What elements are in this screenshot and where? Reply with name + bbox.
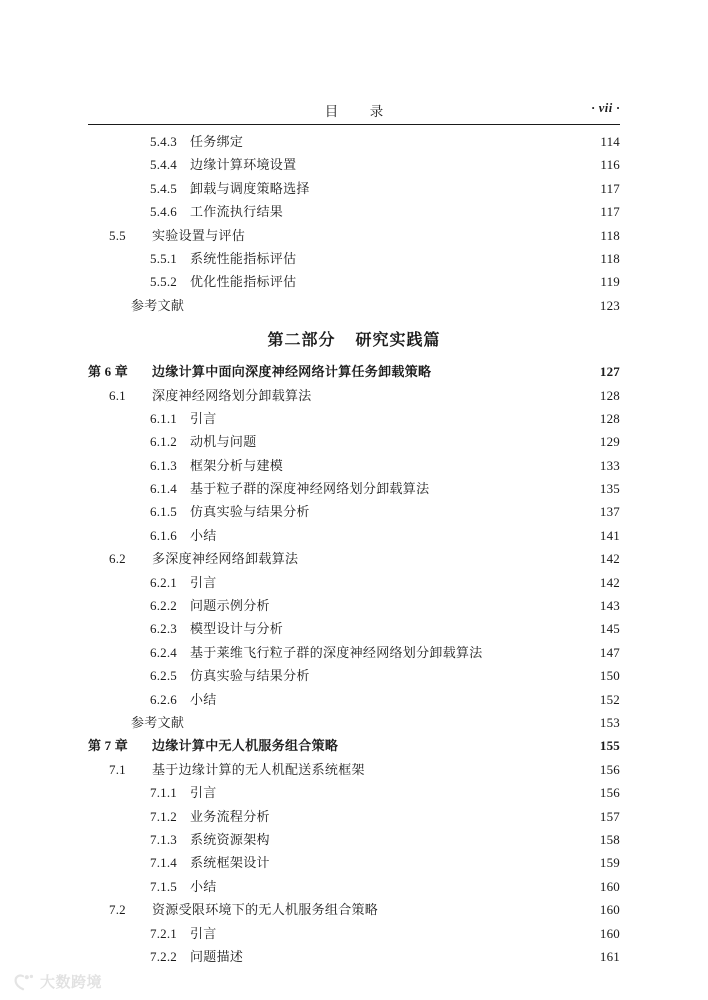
toc-entry-number: 5.4.6 [150, 204, 177, 220]
toc-entry-title: 系统资源架构 [190, 831, 270, 847]
toc-entry-page-number: 159 [599, 855, 620, 871]
watermark-logo-icon [14, 973, 36, 991]
toc-entry-number: 6.1.6 [150, 527, 177, 543]
toc-entry-title: 深度神经网络划分卸载算法 [152, 387, 312, 403]
toc-entry-number: 5.4.3 [150, 134, 177, 149]
toc-entry-title: 参考文献 [131, 297, 185, 313]
toc-entry-title: 引言 [190, 410, 217, 426]
toc-entry[interactable] [88, 501, 620, 524]
toc-entry-page-number: 117 [600, 204, 620, 220]
running-head [88, 100, 620, 124]
toc-entry[interactable] [88, 431, 620, 454]
toc-entry[interactable] [88, 712, 620, 735]
toc-entry[interactable] [88, 408, 620, 431]
toc-entry-page-number: 157 [599, 808, 620, 824]
toc-entry[interactable] [88, 946, 620, 969]
toc-entry-page-number: 147 [599, 644, 620, 660]
toc-entry-title: 问题示例分析 [190, 598, 270, 614]
part-heading-title: 研究实践篇 [355, 332, 441, 350]
toc-entry[interactable] [88, 525, 620, 548]
toc-entry-title: 问题描述 [190, 948, 244, 964]
toc-entry[interactable] [88, 455, 620, 478]
toc-entry-number: 7.1.5 [150, 878, 177, 894]
toc-entry-page-number: 135 [599, 481, 620, 497]
toc-entry-page-number: 161 [599, 948, 620, 964]
toc-entry-title: 边缘计算中面向深度神经网络计算任务卸载策略 [152, 364, 432, 380]
toc-entry[interactable] [88, 131, 620, 154]
toc-entry-page-number: 116 [600, 157, 620, 173]
toc-entry-number: 5.5.2 [150, 274, 177, 290]
toc-entry[interactable] [88, 225, 620, 248]
toc-entry[interactable] [88, 154, 620, 177]
toc-entry-number: 5.5.1 [150, 250, 177, 266]
toc-entry-title: 基于粒子群的深度神经网络划分卸载算法 [190, 481, 430, 497]
toc-entry[interactable] [88, 876, 620, 899]
toc-entry-number: 7.1.1 [150, 785, 177, 801]
toc-entry-title: 工作流执行结果 [190, 204, 284, 220]
toc-entry-page-number: 143 [599, 598, 620, 614]
toc-entry-number: 7.2.2 [150, 948, 177, 964]
toc-entry[interactable] [88, 572, 620, 595]
toc-entry-page-number: 128 [599, 410, 620, 426]
toc-entry-page-number: 145 [599, 621, 620, 637]
toc-entry-title: 边缘计算环境设置 [190, 157, 297, 173]
toc-entry-page-number: 127 [599, 364, 620, 380]
toc-entry-number: 6.2.3 [150, 621, 177, 637]
toc-entry-number: 6.2.4 [150, 644, 177, 660]
toc-entry-page-number: 156 [599, 785, 620, 801]
toc-entry-page-number: 128 [599, 387, 620, 403]
toc-entry[interactable] [88, 201, 620, 224]
toc-entry-number: 7.1.3 [150, 831, 177, 847]
toc-entry[interactable] [88, 548, 620, 571]
toc-entry-number: 6.1.4 [150, 481, 177, 497]
toc-entry-number: 第 7 章 [88, 738, 129, 754]
toc-entry[interactable] [88, 829, 620, 852]
toc-entry-page-number: 123 [599, 297, 620, 313]
toc-entry-number: 5.4.4 [150, 157, 177, 173]
watermark [14, 971, 102, 992]
toc-entry-number: 6.2.6 [150, 691, 177, 707]
toc-entry-page-number: 155 [599, 738, 620, 754]
toc-entry[interactable] [88, 478, 620, 501]
toc-entry-page-number: 118 [600, 227, 620, 243]
table-of-contents [88, 131, 620, 969]
toc-entry-page-number: 129 [599, 434, 620, 450]
toc-entry[interactable] [88, 806, 620, 829]
toc-entry-number: 6.2.2 [150, 598, 177, 614]
toc-entry-title: 引言 [190, 925, 217, 941]
toc-entry-page-number: 156 [599, 761, 620, 777]
toc-entry-title: 引言 [190, 785, 217, 801]
toc-entry-title: 业务流程分析 [190, 808, 270, 824]
toc-entry-page-number: 114 [600, 134, 620, 149]
toc-entry[interactable] [88, 295, 620, 318]
toc-entry[interactable] [88, 178, 620, 201]
toc-entry-number: 第 6 章 [88, 364, 129, 380]
toc-entry[interactable] [88, 665, 620, 688]
toc-entry-title: 小结 [190, 878, 217, 894]
toc-entry-number: 7.2.1 [150, 925, 177, 941]
toc-entry-number: 6.2 [109, 551, 126, 567]
toc-entry-title: 引言 [190, 574, 217, 590]
toc-entry-number: 7.1.2 [150, 808, 177, 824]
toc-entry-page-number: 142 [599, 551, 620, 567]
toc-entry-page-number: 141 [599, 527, 620, 543]
toc-entry[interactable] [88, 852, 620, 875]
toc-entry-number: 7.2 [109, 902, 126, 918]
toc-entry-page-number: 119 [600, 274, 620, 290]
toc-entry-title: 框架分析与建模 [190, 457, 284, 473]
toc-entry-title: 动机与问题 [190, 434, 257, 450]
header-rule [88, 124, 620, 125]
toc-entry-page-number: 152 [599, 691, 620, 707]
toc-entry-title: 仿真实验与结果分析 [190, 504, 310, 520]
toc-entry[interactable] [88, 899, 620, 922]
toc-entry-number: 7.1 [109, 761, 126, 777]
toc-entry-title: 卸载与调度策略选择 [190, 180, 310, 196]
part-heading-label: 第二部分 [267, 332, 336, 350]
toc-entry-title: 资源受限环境下的无人机服务组合策略 [152, 902, 379, 918]
toc-entry-title: 基于边缘计算的无人机配送系统框架 [152, 761, 365, 777]
toc-entry-number: 5.5 [109, 227, 126, 243]
toc-entry-number: 6.2.1 [150, 574, 177, 590]
toc-entry-title: 多深度神经网络卸载算法 [152, 551, 299, 567]
toc-entry-title: 参考文献 [131, 714, 185, 730]
running-head-title: 目 录 [324, 104, 393, 119]
toc-entry[interactable] [88, 618, 620, 641]
toc-entry-page-number: 160 [599, 878, 620, 894]
toc-entry-page-number: 160 [599, 925, 620, 941]
toc-entry[interactable] [88, 642, 620, 665]
toc-entry-title: 系统性能指标评估 [190, 250, 297, 266]
toc-entry-page-number: 118 [600, 250, 620, 266]
toc-entry[interactable] [88, 782, 620, 805]
toc-entry-title: 边缘计算中无人机服务组合策略 [152, 738, 339, 754]
toc-entry-title: 仿真实验与结果分析 [190, 668, 310, 684]
toc-entry[interactable] [88, 361, 620, 384]
toc-entry-title: 小结 [190, 527, 217, 543]
toc-entry-title: 基于莱维飞行粒子群的深度神经网络划分卸载算法 [190, 644, 483, 660]
toc-entry-title: 小结 [190, 691, 217, 707]
toc-entry-page-number: 117 [600, 180, 620, 196]
toc-entry-number: 6.1.2 [150, 434, 177, 450]
toc-entry-title: 实验设置与评估 [152, 227, 246, 243]
toc-entry-number: 6.1 [109, 387, 126, 403]
toc-entry-page-number: 153 [599, 714, 620, 730]
toc-entry[interactable] [88, 271, 620, 294]
toc-entry-title: 系统框架设计 [190, 855, 270, 871]
toc-entry[interactable] [88, 735, 620, 758]
toc-entry[interactable] [88, 759, 620, 782]
toc-entry-page-number: 142 [599, 574, 620, 590]
toc-entry-title: 模型设计与分析 [190, 621, 284, 637]
toc-entry-title: 优化性能指标评估 [190, 274, 297, 290]
toc-entry-number: 7.1.4 [150, 855, 177, 871]
page-folio: · vii · [591, 101, 620, 115]
toc-entry-number: 6.1.3 [150, 457, 177, 473]
toc-entry[interactable] [88, 248, 620, 271]
toc-entry-title: 任务绑定 [190, 134, 244, 149]
toc-entry-number: 5.4.5 [150, 180, 177, 196]
toc-entry-number: 6.2.5 [150, 668, 177, 684]
toc-entry-number: 6.1.5 [150, 504, 177, 520]
toc-entry-page-number: 133 [599, 457, 620, 473]
toc-entry-page-number: 160 [599, 902, 620, 918]
watermark-text: 大数跨境 [40, 974, 103, 991]
toc-entry[interactable] [88, 689, 620, 712]
toc-entry[interactable] [88, 385, 620, 408]
toc-entry[interactable] [88, 923, 620, 946]
toc-entry-page-number: 137 [599, 504, 620, 520]
toc-entry-number: 6.1.1 [150, 410, 177, 426]
toc-entry-page-number: 150 [599, 668, 620, 684]
part-heading [88, 318, 620, 361]
toc-entry-page-number: 158 [599, 831, 620, 847]
toc-entry[interactable] [88, 595, 620, 618]
